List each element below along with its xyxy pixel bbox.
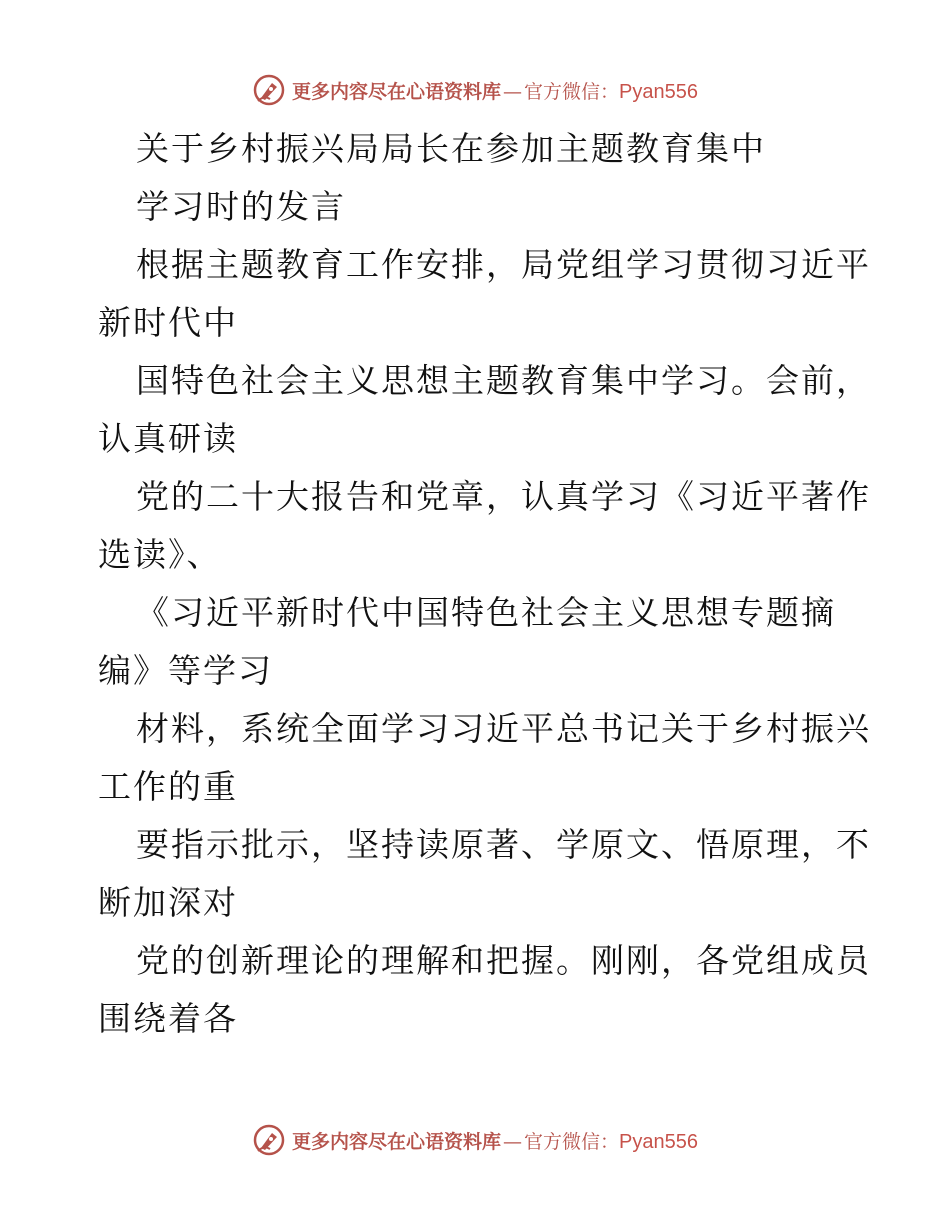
watermark-text — [292, 77, 698, 104]
watermark-wechat-id: Pyan556 — [619, 1130, 698, 1153]
watermark-text — [292, 1127, 698, 1154]
watermark-lead: 更多内容尽在心语资料库 — [292, 1130, 502, 1153]
watermark-lead: 更多内容尽在心语资料库 — [292, 80, 502, 103]
paragraph-line: 选读》、 — [98, 535, 222, 574]
paragraph-line: 围绕着各 — [98, 999, 238, 1038]
paragraph-line: 党的创新理论的理解和把握。刚刚，各党组成员 — [136, 941, 871, 980]
watermark-dash: — — [503, 1130, 523, 1153]
paragraph-line: 材料，系统全面学习习近平总书记关于乡村振兴 — [136, 709, 871, 748]
paragraph-line: 《习近平新时代中国特色社会主义思想专题摘 — [136, 593, 836, 632]
document-title-line: 学习时的发言 — [136, 187, 346, 226]
paragraph-line: 新时代中 — [98, 303, 238, 342]
footer-watermark — [0, 1120, 950, 1160]
pen-nib-logo-icon — [252, 73, 286, 107]
watermark-wechat-label: 官方微信： — [524, 80, 620, 103]
paragraph-line: 编》等学习 — [98, 651, 273, 690]
paragraph-line: 国特色社会主义思想主题教育集中学习。会前， — [136, 361, 871, 400]
paragraph-line: 断加深对 — [98, 883, 238, 922]
watermark-dash: — — [503, 80, 523, 103]
paragraph-line: 认真研读 — [98, 419, 238, 458]
paragraph-line: 要指示批示，坚持读原著、学原文、悟原理，不 — [136, 825, 871, 864]
header-watermark — [0, 70, 950, 110]
watermark-wechat-id: Pyan556 — [619, 80, 698, 103]
watermark-wechat-label: 官方微信： — [524, 1130, 620, 1153]
paragraph-line: 党的二十大报告和党章，认真学习《习近平著作 — [136, 477, 871, 516]
document-body — [98, 120, 871, 1048]
paragraph-line: 工作的重 — [98, 767, 238, 806]
pen-nib-logo-icon — [252, 1123, 286, 1157]
document-title-line: 关于乡村振兴局局长在参加主题教育集中 — [136, 129, 766, 168]
paragraph-line: 根据主题教育工作安排，局党组学习贯彻习近平 — [136, 245, 871, 284]
